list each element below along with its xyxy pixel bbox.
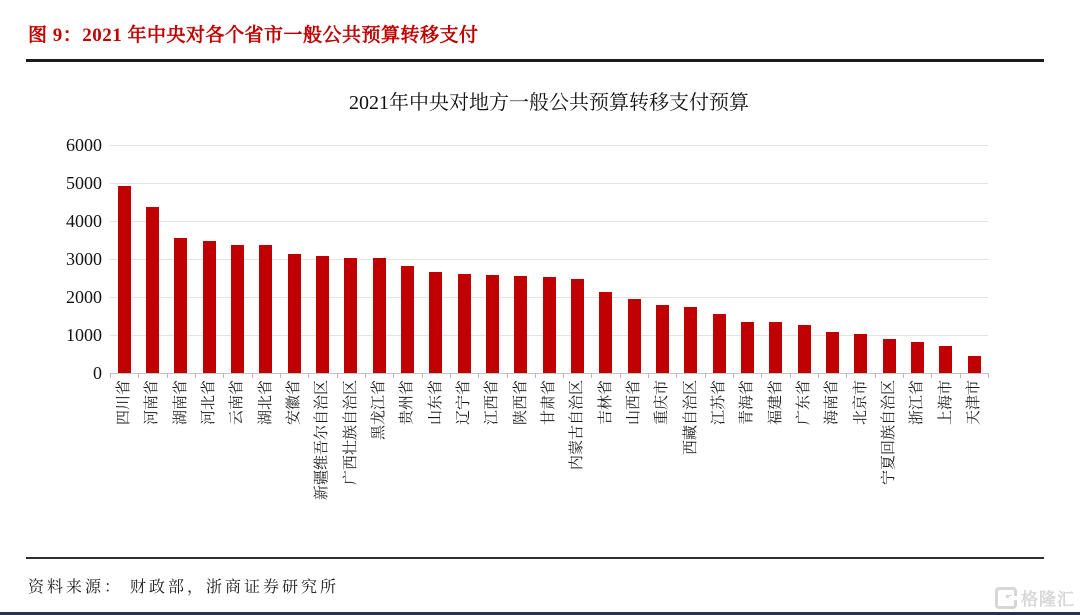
bar [146,207,159,373]
bar-slot [195,145,223,373]
axis-tick [875,373,876,378]
x-tick-label: 西藏自治区 [682,380,699,456]
bars [110,145,988,373]
header-divider [26,59,1044,62]
x-tick-label: 海南省 [824,380,841,426]
bar-slot [535,145,563,373]
x-tick-label: 安徽省 [286,380,303,426]
source-divider [26,557,1044,559]
bar [429,272,442,373]
x-tick-label: 辽宁省 [456,380,473,426]
x-tick-label: 北京市 [852,380,869,426]
axis-tick [252,373,253,378]
bar [401,266,414,373]
x-label-slot [422,380,450,555]
axis-tick [988,373,989,378]
x-tick-label: 天津市 [966,380,983,426]
figure-title: 图 9：2021 年中央对各个省市一般公共预算转移支付 [28,25,479,46]
x-tick-label: 山东省 [427,380,444,426]
bar [543,277,556,373]
y-tick-label: 0 [93,363,102,383]
x-tick-label: 贵州省 [399,380,416,426]
bar-slot [393,145,421,373]
bar [571,279,584,373]
x-tick-label: 湖北省 [257,380,274,426]
axis-tick [846,373,847,378]
plot-area [110,145,988,373]
axis-tick [138,373,139,378]
x-tick-label: 河南省 [144,380,161,426]
axis-tick [337,373,338,378]
bar [203,241,216,373]
x-tick-label: 黑龙江省 [371,380,388,441]
bar [939,346,952,373]
bar [713,314,726,373]
x-tick-label: 青海省 [739,380,756,426]
bar-slot [223,145,251,373]
bar [118,186,131,373]
bar [288,254,301,373]
x-label-slot [620,380,648,555]
y-axis-labels [30,135,102,383]
bar-slot [478,145,506,373]
bar-slot [648,145,676,373]
bar [458,274,471,373]
x-label-slot [563,380,591,555]
axis-tick [393,373,394,378]
y-tick-label: 4000 [66,211,102,231]
bar [911,342,924,373]
bar [231,245,244,373]
axis-tick [733,373,734,378]
bar [798,325,811,373]
bar-slot [875,145,903,373]
axis-tick [676,373,677,378]
x-axis-labels [110,380,988,555]
x-tick-label: 四川省 [116,380,133,426]
x-tick-label: 江西省 [484,380,501,426]
bar [656,305,669,373]
x-axis-ticks [110,373,988,378]
x-label-slot [818,380,846,555]
x-tick-label: 河北省 [201,380,218,426]
bar-slot [903,145,931,373]
bar [373,258,386,373]
axis-tick [110,373,111,378]
y-tick-label: 3000 [66,249,102,269]
x-tick-label: 吉林省 [597,380,614,426]
axis-tick [223,373,224,378]
x-label-slot [280,380,308,555]
x-label-slot [110,380,138,555]
bar [826,332,839,373]
axis-tick [478,373,479,378]
x-label-slot [478,380,506,555]
x-label-slot [252,380,280,555]
x-label-slot [308,380,336,555]
x-tick-label: 陕西省 [512,380,529,426]
bar [259,245,272,373]
x-label-slot [365,380,393,555]
x-label-slot [195,380,223,555]
x-label-slot [223,380,251,555]
bar-slot [960,145,988,373]
bar [599,292,612,373]
bar [854,334,867,373]
bar-slot [620,145,648,373]
x-label-slot [762,380,790,555]
x-tick-label: 湖南省 [172,380,189,426]
bar-slot [932,145,960,373]
y-tick-label: 2000 [66,287,102,307]
x-tick-label: 山西省 [626,380,643,426]
watermark [995,585,1075,610]
x-label-slot [167,380,195,555]
x-tick-label: 福建省 [767,380,784,426]
axis-tick [931,373,932,378]
axis-tick [761,373,762,378]
bar-slot [280,145,308,373]
axis-tick [280,373,281,378]
x-tick-label: 甘肃省 [541,380,558,426]
bar-slot [138,145,166,373]
bar-slot [110,145,138,373]
axis-tick [818,373,819,378]
bar-slot [422,145,450,373]
x-tick-label: 上海市 [937,380,954,426]
x-label-slot [733,380,761,555]
x-label-slot [960,380,988,555]
axis-tick [507,373,508,378]
watermark-label: 格隆汇 [1021,590,1075,609]
bar-slot [252,145,280,373]
x-tick-label: 浙江省 [909,380,926,426]
bar [684,307,697,373]
bar [883,339,896,373]
axis-tick [620,373,621,378]
x-tick-label: 广西壮族自治区 [342,380,359,486]
y-tick-label: 5000 [66,173,102,193]
x-label-slot [450,380,478,555]
bar [174,238,187,373]
x-label-slot [337,380,365,555]
axis-tick [167,373,168,378]
x-tick-label: 重庆市 [654,380,671,426]
x-tick-label: 云南省 [229,380,246,426]
axis-tick [903,373,904,378]
x-tick-label: 新疆维吾尔自治区 [314,380,331,501]
axis-tick [960,373,961,378]
x-label-slot [535,380,563,555]
x-tick-label: 广东省 [796,380,813,426]
axis-tick [705,373,706,378]
bar-slot [790,145,818,373]
axis-tick [450,373,451,378]
bar [344,258,357,373]
x-label-slot [847,380,875,555]
chart-title: 2021年中央对地方一般公共预算转移支付预算 [349,92,749,114]
source-text: 资料来源： 财政部，浙商证券研究所 [28,579,340,596]
bar-slot [677,145,705,373]
bar-slot [818,145,846,373]
axis-tick [535,373,536,378]
x-label-slot [790,380,818,555]
x-label-slot [393,380,421,555]
x-label-slot [705,380,733,555]
bar-slot [450,145,478,373]
bar-slot [167,145,195,373]
axis-tick [195,373,196,378]
x-label-slot [932,380,960,555]
bar-slot [705,145,733,373]
bar [628,299,641,373]
bar-slot [365,145,393,373]
bar [769,322,782,373]
bar-slot [847,145,875,373]
axis-tick [648,373,649,378]
axis-tick [591,373,592,378]
y-tick-label: 6000 [66,135,102,155]
bar-slot [308,145,336,373]
x-label-slot [138,380,166,555]
axis-tick [422,373,423,378]
x-label-slot [507,380,535,555]
axis-tick [365,373,366,378]
y-tick-label: 1000 [66,325,102,345]
bar [514,276,527,373]
x-label-slot [648,380,676,555]
axis-tick [308,373,309,378]
axis-tick [790,373,791,378]
bar [741,322,754,373]
x-label-slot [677,380,705,555]
x-label-slot [592,380,620,555]
axis-tick [563,373,564,378]
x-tick-label: 内蒙古自治区 [569,380,586,471]
bar-slot [507,145,535,373]
x-tick-label: 江苏省 [711,380,728,426]
bar-slot [592,145,620,373]
bar [316,256,329,373]
gelonghui-logo-icon [995,587,1017,609]
bar [486,275,499,373]
bar-slot [733,145,761,373]
x-label-slot [875,380,903,555]
x-label-slot [903,380,931,555]
x-tick-label: 宁夏回族自治区 [881,380,898,486]
bar-slot [563,145,591,373]
bar-slot [762,145,790,373]
bar-slot [337,145,365,373]
bar [968,356,981,373]
